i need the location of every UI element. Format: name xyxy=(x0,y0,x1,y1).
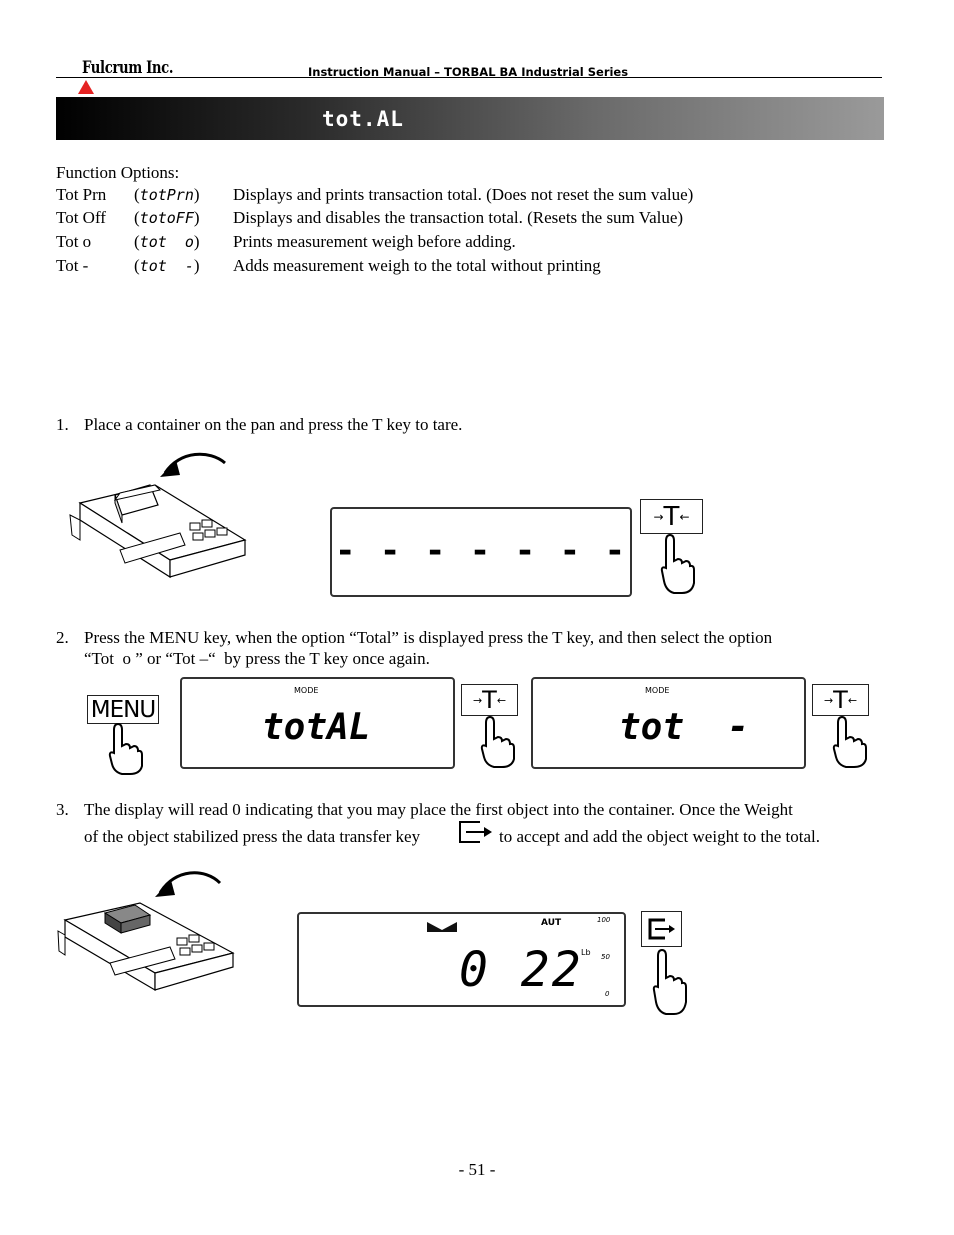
step-text-line2a: of the object stabilized press the data transfer key xyxy=(84,827,421,846)
option-name: Tot Prn xyxy=(56,185,107,204)
option-name: Tot - xyxy=(56,256,89,275)
option-code: (tot o) xyxy=(134,232,200,251)
tare-key[interactable]: → T ← xyxy=(640,499,703,534)
manual-title: Instruction Manual – TORBAL BA Industrial Series xyxy=(308,65,629,79)
section-title: tot.AL xyxy=(322,107,404,131)
option-name: Tot Off xyxy=(56,208,106,227)
mode-label: MODE xyxy=(645,686,670,695)
step-number: 2. xyxy=(56,628,69,647)
display-readout: - - - - - - - xyxy=(334,531,628,571)
data-transfer-icon xyxy=(647,917,677,941)
step-text-line1: The display will read 0 indicating that you may place the first object into the container. Once the Weight xyxy=(84,800,793,819)
display-step1 xyxy=(330,507,632,597)
logo-triangle-icon xyxy=(78,80,94,94)
press-finger-icon xyxy=(106,724,146,776)
scale-label: 100 xyxy=(597,916,611,924)
display-tot-minus xyxy=(531,677,806,769)
scale-label: 50 xyxy=(601,953,610,961)
option-code: (totPrn) xyxy=(134,185,200,204)
mode-label: MODE xyxy=(294,686,319,695)
step-text-line2: “Tot o ” or “Tot –“ by press the T key once again. xyxy=(84,649,430,668)
page-number: - 51 - xyxy=(458,1160,496,1179)
data-transfer-key-icon xyxy=(458,820,494,844)
menu-key[interactable]: MENU xyxy=(87,695,159,724)
option-description: Displays and prints transaction total. (Does not reset the sum value) xyxy=(233,185,694,204)
option-description: Prints measurement weigh before adding. xyxy=(233,232,516,251)
scale-label: 0 xyxy=(605,990,610,998)
step-text: Place a container on the pan and press the T key to tare. xyxy=(84,415,463,434)
scale-with-object-icon xyxy=(55,865,245,1015)
scale-with-container-icon xyxy=(60,445,250,600)
step-number: 3. xyxy=(56,800,69,819)
option-description: Adds measurement weigh to the total without printing xyxy=(233,256,601,275)
display-step3 xyxy=(297,912,626,1007)
step-text-line1: Press the MENU key, when the option “Total” is displayed press the T key, and then select the option xyxy=(84,628,773,647)
header-rule xyxy=(56,77,882,78)
data-transfer-key[interactable] xyxy=(641,911,682,947)
step-number: 1. xyxy=(56,415,69,434)
display-readout: totAL xyxy=(262,707,371,748)
aut-indicator: AUT xyxy=(541,918,562,928)
display-readout: tot - xyxy=(619,707,750,748)
option-description: Displays and disables the transaction total. (Resets the sum Value) xyxy=(233,208,684,227)
option-code: (tot -) xyxy=(134,256,200,275)
press-finger-icon xyxy=(650,950,692,1016)
press-finger-icon xyxy=(478,717,518,769)
unit-label: Lb xyxy=(581,948,591,957)
stable-indicator-icon xyxy=(427,922,457,932)
display-total xyxy=(180,677,455,769)
press-finger-icon xyxy=(830,717,870,769)
option-name: Tot o xyxy=(56,232,92,251)
display-readout: 0 22 xyxy=(459,942,583,998)
section-banner xyxy=(56,97,884,140)
brand-logo: Fulcrum Inc. xyxy=(82,58,174,78)
tare-key[interactable]: → T ← xyxy=(461,684,518,716)
step-text-line2b: to accept and add the object weight to the total. xyxy=(499,827,820,846)
press-finger-icon xyxy=(658,535,698,595)
tare-key[interactable]: → T ← xyxy=(812,684,869,716)
options-heading: Function Options: xyxy=(56,163,180,182)
option-code: (totoFF) xyxy=(134,208,200,227)
